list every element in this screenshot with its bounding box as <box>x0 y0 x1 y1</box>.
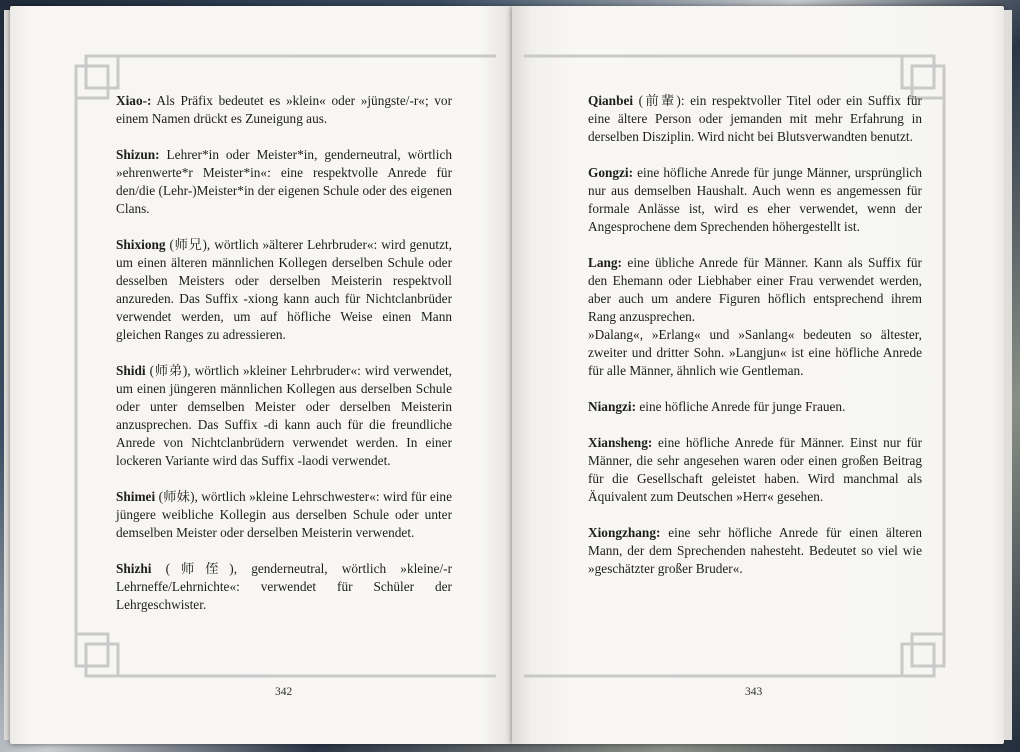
page-number-left: 342 <box>275 686 293 698</box>
left-page <box>10 6 512 744</box>
right-page <box>512 6 1004 744</box>
page-edges-right <box>1004 10 1012 740</box>
glossary-entry: Lang: eine übliche Anrede für Männer. Kann als Suffix für den Ehemann oder Liebhaber einer Frau verwendet werden, aber auch um andere Figuren höflich entsprechend ihrem Rang anzusprechen. »Dalang«, »Erlang« und »Sanlang« bedeuten so ältester, zweiter und dritter Sohn. »Langjun« ist eine höfliche Anrede für alle Männer, ähnlich wie Gentleman. <box>588 255 922 378</box>
glossary-entry: Xiansheng: eine höfliche Anrede für Männer. Einst nur für Männer, die sehr angesehen waren oder einen großen Beitrag für die Gesellschaft geleistet haben. Wird manchmal als Äquivalent zum Deutschen »Herr« gesehen. <box>588 435 922 504</box>
glossary-entry: Shidi (师弟), wörtlich »kleiner Lehrbruder«: wird verwendet, um einen jüngeren männlichen Kollegen aus derselben Schule oder unter demselben Meister oder derselben Meisterin anzusprechen. Das Suffix -di kann auch für die freundliche Anrede von Nichtclanbrüdern verwendet werden. In einer lockeren Variante wird das Suffix -laodi verwendet. <box>116 363 452 468</box>
glossary-entry: Xiongzhang: eine sehr höfliche Anrede für einen älteren Mann, der dem Sprechenden nahesteht. Bedeutet so viel wie »geschätzter großer Bruder«. <box>588 525 922 576</box>
glossary-entry: Shizun: Lehrer*in oder Meister*in, genderneutral, wörtlich »ehrenwerte*r Meister*in«: eine respektvolle Anrede für den/die (Lehr-)Meister*in der eigenen Schule oder des eigenen Clans. <box>116 147 452 216</box>
page-number-right: 343 <box>745 686 763 698</box>
glossary-entry: Shixiong (师兄), wörtlich »älterer Lehrbruder«: wird genutzt, um einen älteren männlichen Kollegen derselben Schule oder desselben Meisters oder derselben Meisterin respektvoll anzureden. Das Suffix -xiong kann auch für Nichtclanbrüder verwendet werden, um auf höfliche Weise einen Mann gleichen Ranges zu adressieren. <box>116 237 452 342</box>
right-glossary <box>588 92 922 596</box>
glossary-entry: Shimei (师妹), wörtlich »kleine Lehrschwester«: wird für eine jüngere weibliche Kollegin aus derselben Schule oder unter demselben Meister oder derselben Meisterin verwendet. <box>116 489 452 540</box>
glossary-entry: Gongzi: eine höfliche Anrede für junge Männer, ursprünglich nur aus demselben Haushalt. Auch wenn es angemessen für formale Anlässe ist, wird es eher verwendet, wenn der Angesprochene dem Sprechenden höhergestellt ist. <box>588 165 922 234</box>
glossary-entry: Niangzi: eine höfliche Anrede für junge Frauen. <box>588 399 846 414</box>
glossary-entry: Qianbei (前輩): ein respektvoller Titel oder ein Suffix für eine ältere Person oder jemanden mit mehr Erfahrung in derselben Disziplin. Wird nicht bei Blutsverwandten benutzt. <box>588 93 922 144</box>
glossary-entry: Shizhi (师侄), genderneutral, wörtlich »kleine/-r Lehrneffe/Lehrnichte«: verwendet für Schüler der Lehrgeschwister. <box>116 561 452 612</box>
left-glossary <box>116 92 452 632</box>
glossary-entry: Xiao-: Als Präfix bedeutet es »klein« oder »jüngste/-r«; vor einem Namen drückt es Zuneigung aus. <box>116 93 453 126</box>
book-spread <box>10 6 1010 744</box>
